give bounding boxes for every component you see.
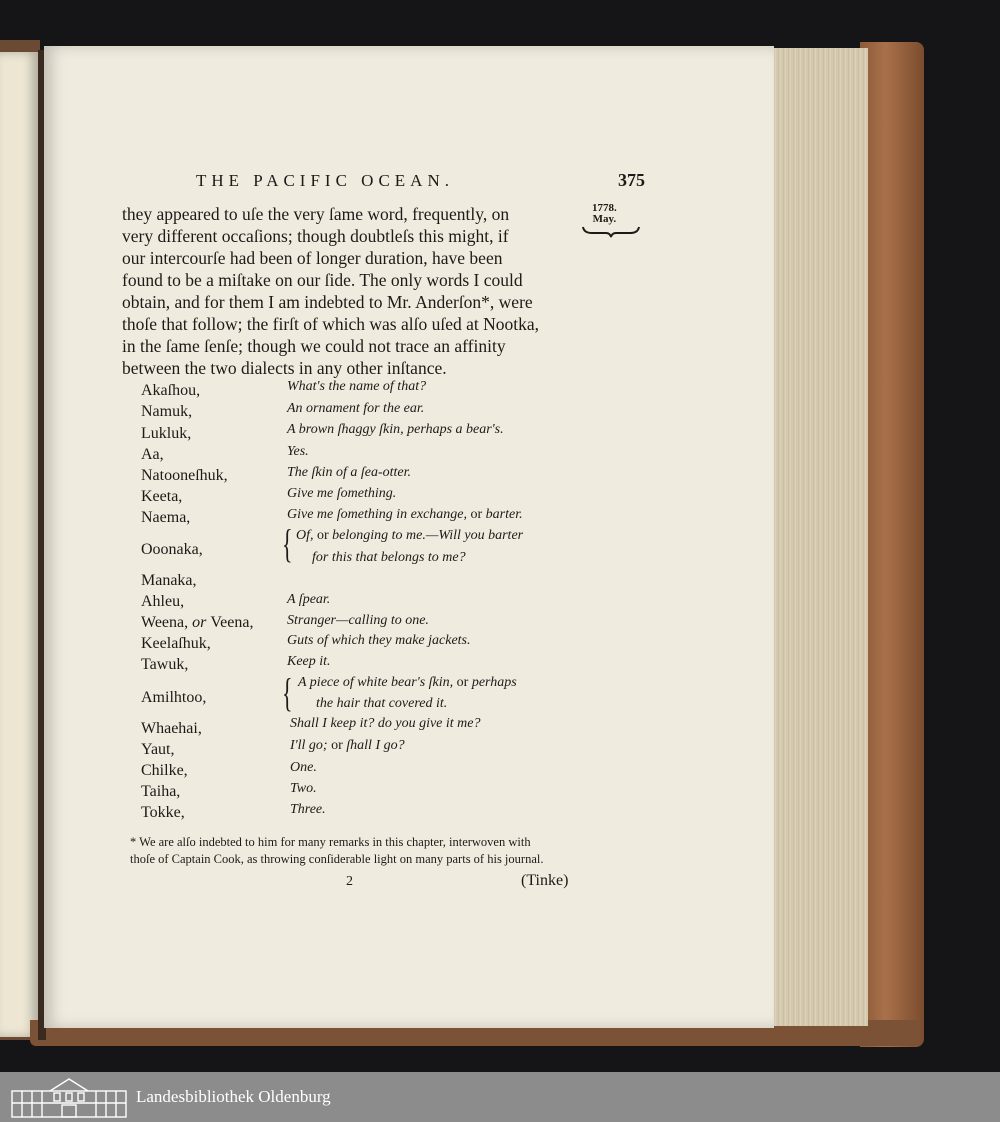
paragraph-line: thoſe that follow; the firſt of which was alſo uſed at Nootka, <box>122 314 539 334</box>
running-head: THE PACIFIC OCEAN. <box>196 171 454 190</box>
brace-icon: { <box>282 521 293 566</box>
vocab-definition-part: belonging to me.—Will you barter <box>332 528 524 543</box>
vocab-term: Keeta, <box>141 488 183 505</box>
vocab-term: Tokke, <box>141 804 185 821</box>
paragraph-line: between the two dialects in any other inſtance. <box>122 358 447 378</box>
vocab-term: Naema, <box>141 509 191 526</box>
vocab-definition: What's the name of that? <box>287 379 427 394</box>
paragraph-line: they appeared to uſe the very ſame word, frequently, on <box>122 204 510 224</box>
vocab-term <box>141 614 253 632</box>
vocab-definition <box>296 528 523 544</box>
library-footer <box>0 1072 1000 1122</box>
vocab-term-part: Weena, <box>141 614 189 631</box>
vocab-definition-part: Of, <box>296 528 314 543</box>
vocab-definition-part: perhaps <box>471 675 517 690</box>
vocab-term: Ooonaka, <box>141 541 203 558</box>
signature-mark: 2 <box>346 874 353 889</box>
vocab-definition: Keep it. <box>287 654 331 669</box>
vocab-definition: Two. <box>290 781 317 796</box>
vocab-term: Amilhtoo, <box>141 689 207 706</box>
vocab-definition: The ſkin of a ſea-otter. <box>287 465 412 480</box>
vocab-definition: Guts of which they make jackets. <box>287 633 471 648</box>
margin-date <box>592 203 617 225</box>
paragraph-line: in the ſame ſenſe; though we could not trace an affinity <box>122 336 506 356</box>
page-number: 375 <box>618 170 645 190</box>
vocab-definition-part: A piece of white bear's ſkin, <box>298 675 454 690</box>
vocab-definition: Three. <box>290 802 326 817</box>
vocab-term: Yaut, <box>141 741 175 758</box>
vocab-term: Aa, <box>141 446 164 463</box>
footnote-line: * We are alſo indebted to him for many remarks in this chapter, interwoven with <box>130 835 531 849</box>
library-name: Landesbibliothek Oldenburg <box>136 1087 331 1106</box>
right-cover-board <box>860 42 924 1047</box>
vocab-definition: for this that belongs to me? <box>312 550 466 565</box>
paragraph-line: our intercourſe had been of longer duration, have been <box>122 248 503 268</box>
vocab-term-part: Veena, <box>210 614 254 631</box>
paragraph-line: very different occaſions; though doubtleſs this might, if <box>122 226 509 246</box>
vocab-definition <box>287 507 523 523</box>
margin-year: 1778. <box>592 202 617 214</box>
vocab-definition-part: ſhall I go? <box>346 738 405 753</box>
book-page <box>44 46 774 1028</box>
paragraph-line: obtain, and for them I am indebted to Mr. Anderſon*, were <box>122 292 533 312</box>
vocab-term: Natooneſhuk, <box>141 467 228 484</box>
previous-page-edge <box>0 52 38 1037</box>
vocab-definition-part: barter. <box>485 507 523 522</box>
roman-connector: or <box>453 675 472 690</box>
vocab-term: Whaehai, <box>141 720 202 737</box>
roman-connector: or <box>313 528 333 543</box>
vocab-definition <box>298 675 517 691</box>
vocab-definition: Shall I keep it? do you give it me? <box>290 716 481 731</box>
vocab-term: Chilke, <box>141 762 188 779</box>
vocab-term: Namuk, <box>141 403 193 420</box>
paragraph-line: found to be a miſtake on our ſide. The only words I could <box>122 270 523 290</box>
vocab-definition: the hair that covered it. <box>316 696 448 711</box>
vocab-definition: Yes. <box>287 444 309 459</box>
vocab-term: Manaka, <box>141 572 197 589</box>
library-building-icon <box>10 1075 128 1119</box>
footnote-line: thoſe of Captain Cook, as throwing conſiderable light on many parts of his journal. <box>130 852 544 866</box>
brace-icon: { <box>282 670 293 715</box>
vocab-definition: Stranger—calling to one. <box>287 613 429 628</box>
vocab-term: Lukluk, <box>141 425 192 442</box>
vocab-definition: A brown ſhaggy ſkin, perhaps a bear's. <box>287 422 504 437</box>
catchword: (Tinke) <box>521 872 569 889</box>
vocab-term: Taiha, <box>141 783 181 800</box>
vocab-term: Tawuk, <box>141 656 189 673</box>
vocab-definition-part: Give me ſomething in exchange, <box>287 507 467 522</box>
roman-connector: or <box>327 738 347 753</box>
margin-month: May. <box>592 213 617 225</box>
page-block-edges <box>772 48 868 1026</box>
italic-connector: or <box>188 614 211 631</box>
vocab-definition: A ſpear. <box>287 592 331 607</box>
vocab-term: Keelaſhuk, <box>141 635 211 652</box>
vocab-definition: One. <box>290 760 317 775</box>
roman-connector: or <box>467 507 486 522</box>
vocab-definition <box>290 738 405 754</box>
vocab-term: Ahleu, <box>141 593 185 610</box>
vocab-term: Akaſhou, <box>141 382 201 399</box>
horizontal-brace-icon <box>582 226 640 238</box>
vocab-definition: Give me ſomething. <box>287 486 397 501</box>
vocab-definition: An ornament for the ear. <box>287 401 425 416</box>
vocab-definition-part: I'll go; <box>290 738 328 753</box>
